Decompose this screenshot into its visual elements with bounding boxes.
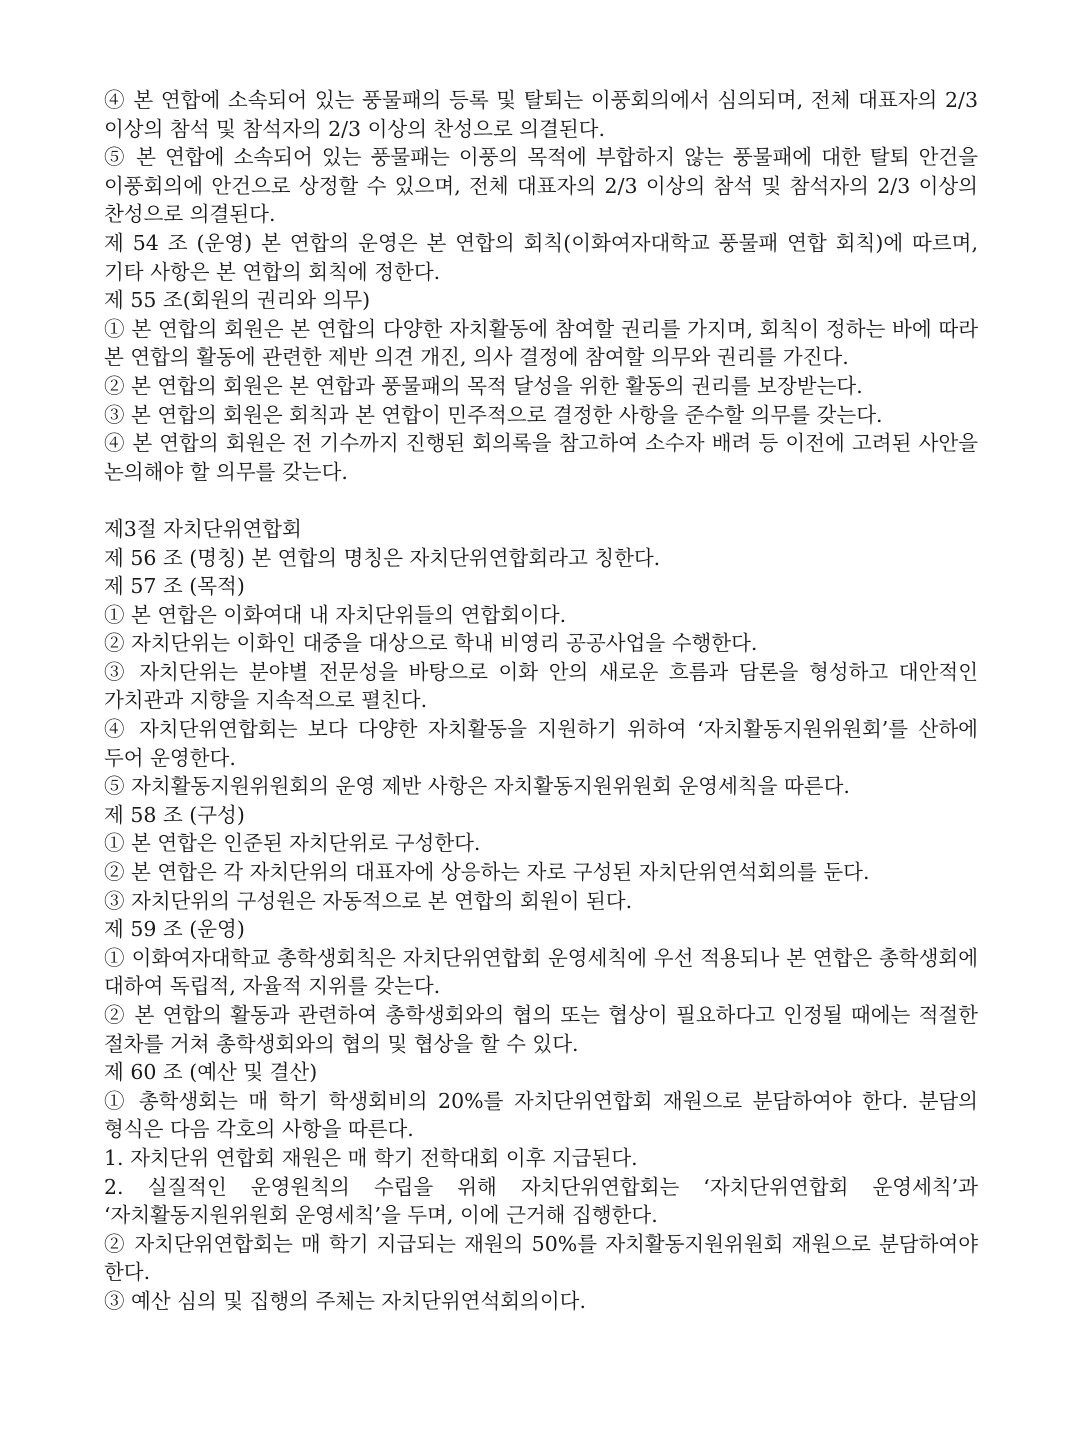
art58-clause-3: ③ 자치단위의 구성원은 자동적으로 본 연합의 회원이 된다.	[104, 888, 633, 913]
article-60-heading: 제 60 조 (예산 및 결산)	[104, 1060, 318, 1085]
art58-clause-2: ② 본 연합은 각 자치단위의 대표자에 상응하는 자로 구성된 자치단위연석회의를 둔다.	[104, 860, 870, 885]
article-56: 제 56 조 (명칭) 본 연합의 명칭은 자치단위연합회라고 칭한다.	[104, 545, 661, 570]
art57-clause-2: ② 자치단위는 이화인 대중을 대상으로 학내 비영리 공공사업을 수행한다.	[104, 631, 758, 656]
art57-clause-1: ① 본 연합은 이화여대 내 자치단위들의 연합회이다.	[104, 602, 567, 627]
art55-clause-1: ① 본 연합의 회원은 본 연합의 다양한 자치활동에 참여할 권리를 가지며, 회칙이 정하는 바에 따라 본 연합의 활동에 관련한 제반 의견 개진, 의사 결정에 참여할 의무와 권리를 가진다.	[104, 316, 978, 370]
section-3-heading: 제3절 자치단위연합회	[104, 516, 302, 541]
section-spacer	[104, 486, 978, 515]
art53-clause-5: ⑤ 본 연합에 소속되어 있는 풍물패는 이풍의 목적에 부합하지 않는 풍물패에 대한 탈퇴 안건을 이풍회의에 안건으로 상정할 수 있으며, 전체 대표자의 2/3 이상의 참석 및 참석자의 2/3 이상의 찬성으로 의결된다.	[104, 145, 978, 227]
art59-clause-2: ② 본 연합의 활동과 관련하여 총학생회와의 협의 또는 협상이 필요하다고 인정될 때에는 적절한 절차를 거쳐 총학생회와의 협의 및 협상을 할 수 있다.	[104, 1003, 978, 1056]
art57-clause-4: ④ 자치단위연합회는 보다 다양한 자치활동을 지원하기 위하여 ‘자치활동지원위원회’를 산하에 두어 운영한다.	[104, 717, 978, 770]
art57-clause-5: ⑤ 자치활동지원위원회의 운영 제반 사항은 자치활동지원위원회 운영세칙을 따른다.	[104, 774, 850, 799]
art53-clause-4: ④ 본 연합에 소속되어 있는 풍물패의 등록 및 탈퇴는 이풍회의에서 심의되며, 전체 대표자의 2/3 이상의 참석 및 참석자의 2/3 이상의 찬성으로 의결된다.	[104, 88, 978, 141]
art60-clause-2: ② 자치단위연합회는 매 학기 지급되는 재원의 50%를 자치활동지원위원회 재원으로 분담하여야 한다.	[104, 1231, 978, 1285]
document-page	[104, 86, 978, 1316]
art58-clause-1: ① 본 연합은 인준된 자치단위로 구성한다.	[104, 831, 481, 856]
article-55-heading: 제 55 조(회원의 권리와 의무)	[104, 288, 371, 313]
art60-item-2: 2. 실질적인 운영원칙의 수립을 위해 자치단위연합회는 ‘자치단위연합회 운영세칙’과 ‘자치활동지원위원회 운영세칙’을 두며, 이에 근거해 집행한다.	[104, 1174, 978, 1228]
art60-item-1: 1. 자치단위 연합회 재원은 매 학기 전학대회 이후 지급된다.	[104, 1145, 638, 1170]
article-59-heading: 제 59 조 (운영)	[104, 917, 245, 942]
art60-clause-1: ① 총학생회는 매 학기 학생회비의 20%를 자치단위연합회 재원으로 분담하여야 한다. 분담의 형식은 다음 각호의 사항을 따른다.	[104, 1088, 978, 1142]
article-58-heading: 제 58 조 (구성)	[104, 802, 245, 827]
article-57-heading: 제 57 조 (목적)	[104, 574, 245, 599]
art55-clause-2: ② 본 연합의 회원은 본 연합과 풍물패의 목적 달성을 위한 활동의 권리를 보장받는다.	[104, 373, 863, 398]
art59-clause-1: ① 이화여자대학교 총학생회칙은 자치단위연합회 운영세칙에 우선 적용되나 본 연합은 총학생회에 대하여 독립적, 자율적 지위를 갖는다.	[104, 945, 978, 999]
art55-clause-4: ④ 본 연합의 회원은 전 기수까지 진행된 회의록을 참고하여 소수자 배려 등 이전에 고려된 사안을 논의해야 할 의무를 갖는다.	[104, 431, 978, 484]
art60-clause-3: ③ 예산 심의 및 집행의 주체는 자치단위연석회의이다.	[104, 1288, 586, 1313]
article-54: 제 54 조 (운영) 본 연합의 운영은 본 연합의 회칙(이화여자대학교 풍물패 연합 회칙)에 따르며, 기타 사항은 본 연합의 회칙에 정한다.	[104, 230, 978, 284]
art55-clause-3: ③ 본 연합의 회원은 회칙과 본 연합이 민주적으로 결정한 사항을 준수할 의무를 갖는다.	[104, 402, 883, 427]
art57-clause-3: ③ 자치단위는 분야별 전문성을 바탕으로 이화 안의 새로운 흐름과 담론을 형성하고 대안적인 가치관과 지향을 지속적으로 펼친다.	[104, 659, 978, 713]
